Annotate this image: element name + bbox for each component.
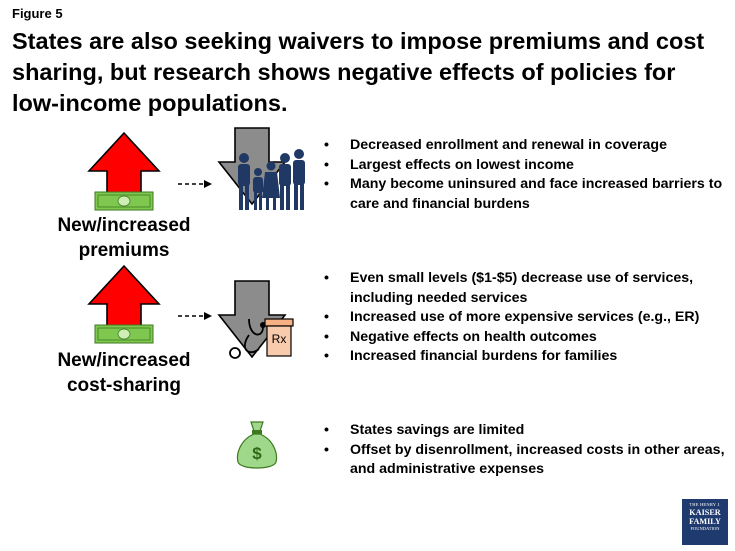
kff-logo [682, 499, 728, 545]
cost-sharing-label-line1: New/increased [57, 350, 191, 371]
list-item: • Increased financial burdens for families [316, 347, 728, 367]
list-item: • Increased use of more expensive services (e.g., ER) [316, 308, 728, 328]
premiums-bullet-list [316, 136, 728, 214]
figure-label: Figure 5 [12, 6, 63, 21]
cost-sharing-label [40, 348, 208, 398]
premiums-label-line1: New/increased [57, 215, 191, 236]
cost-sharing-label-line2: cost-sharing [66, 375, 182, 396]
cost-sharing-bullet-list [316, 269, 728, 367]
up-arrow-cash-icon [86, 130, 162, 219]
logo-line2: KAISER [689, 507, 721, 517]
money-bag-icon [236, 420, 278, 472]
prescription-bottle-icon [264, 318, 294, 358]
premiums-label-line2: premiums [78, 240, 170, 261]
page-title: States are also seeking waivers to impose premiums and cost sharing, but research shows negative effects of policies for low-income populations. [12, 28, 705, 116]
savings-bullet-list [316, 421, 728, 480]
list-item: • Offset by disenrollment, increased costs in other areas, and administrative expenses [316, 441, 728, 480]
list-item: • Even small levels ($1-$5) decrease use of services, including needed services [316, 269, 728, 308]
dashed-arrow-icon [178, 308, 212, 326]
list-item: • Many become uninsured and face increased barriers to care and financial burdens [316, 175, 728, 214]
logo-line3: FAMILY [689, 516, 721, 526]
logo-line4: FOUNDATION [690, 525, 720, 531]
list-item: • Decreased enrollment and renewal in coverage [316, 136, 728, 156]
list-item: • Largest effects on lowest income [316, 156, 728, 176]
down-arrow-people-icon [219, 126, 311, 219]
dashed-arrow-icon [178, 176, 212, 194]
money-bag-symbol: $ [252, 444, 262, 463]
logo-line1: THE HENRY J. [689, 502, 721, 507]
premiums-label [40, 213, 208, 263]
up-arrow-cash-icon [86, 263, 162, 352]
rx-label: Rx [271, 332, 287, 346]
list-item: • States savings are limited [316, 421, 728, 441]
list-item: • Negative effects on health outcomes [316, 328, 728, 348]
